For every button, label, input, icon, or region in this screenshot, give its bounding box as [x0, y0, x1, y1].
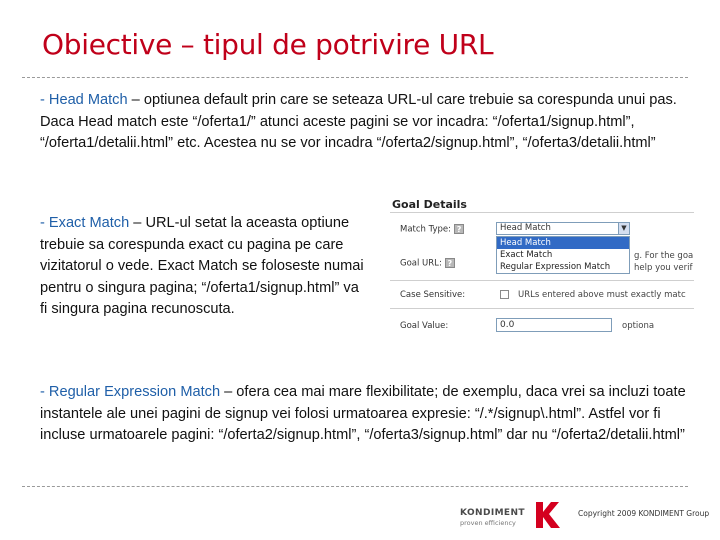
match-type-label: Match Type [400, 224, 449, 235]
goal-url-label-row: Goal URL: ? [400, 258, 455, 269]
goal-details-screenshot [390, 194, 696, 342]
goal-value-hint: optiona [622, 321, 655, 331]
help-icon[interactable]: ? [454, 224, 464, 234]
exact-match-paragraph [40, 213, 370, 321]
top-divider [22, 77, 688, 78]
head-match-term: - Head Match [40, 92, 128, 108]
row-divider [390, 280, 694, 281]
copyright-text: Copyright 2009 KONDIMENT Group [578, 509, 710, 518]
logo-name: KONDIMENT [460, 508, 525, 518]
goal-url-hint-2: help you verif [634, 263, 693, 273]
goal-value-input[interactable]: 0.0 [496, 318, 612, 332]
k-logo-icon [536, 502, 560, 528]
goal-value-label: Goal Value [400, 321, 446, 331]
goal-details-title: Goal Details [392, 198, 467, 211]
match-type-options [496, 236, 630, 274]
option-regex-match[interactable]: Regular Expression Match [500, 262, 611, 272]
kondiment-logo [460, 500, 560, 530]
goal-url-label: Goal URL [400, 258, 439, 269]
case-sensitive-label-row: Case Sensitive: [400, 290, 466, 300]
match-type-label-row: Match Type: ? [400, 224, 464, 235]
regex-match-text: – ofera cea mai mare flexibilitate; de exemplu, daca vrei sa incluzi toate instantele ale unei pagini de signup vei folosi urmatoarea expresie: “/.*/signup\.html”. Astfel vor fi incluse urmatoarele pagini: “/oferta2/signup.html”, “/oferta3/signup.html” dar nu “/oferta2/detalii.html” [40, 384, 686, 443]
head-match-paragraph [40, 90, 680, 155]
help-icon[interactable]: ? [445, 258, 455, 268]
goal-value-label-row: Goal Value: [400, 321, 449, 331]
chevron-down-icon[interactable]: ▼ [618, 223, 629, 234]
match-type-select[interactable] [496, 222, 630, 235]
case-sensitive-text: URLs entered above must exactly matc [518, 290, 686, 300]
bottom-divider [22, 486, 688, 487]
match-type-selected: Head Match [500, 223, 551, 233]
row-divider [390, 308, 694, 309]
goal-url-hint-1: g. For the goa [634, 251, 694, 261]
exact-match-term: - Exact Match [40, 215, 130, 231]
exact-match-text: – URL-ul setat la aceasta optiune trebuie sa corespunda exact cu pagina pe care vizitatorul o vede. Exact Match se foloseste numai pentru o singura pagina; “/oferta1/signup.html” va fi singura pagina recunoscuta. [40, 215, 364, 317]
case-sensitive-checkbox[interactable] [500, 290, 509, 299]
case-sensitive-label: Case Sensitive [400, 290, 463, 300]
goal-details-divider [390, 212, 694, 213]
regex-match-term: - Regular Expression Match [40, 384, 221, 400]
regex-match-paragraph [40, 382, 690, 447]
option-head-match[interactable]: Head Match [497, 237, 629, 249]
slide-title: Obiective – tipul de potrivire URL [42, 28, 494, 61]
head-match-text: – optiunea default prin care se seteaza URL-ul care trebuie sa corespunda unui pas. Daca Head match este “/oferta1/” atunci aceste pagini se vor incadra: “/oferta1/signup.html”, “/oferta1/detalii.html” etc. Acestea nu se vor incadra “/oferta2/signup.html”, “/oferta3/detalii.html” [40, 92, 677, 151]
option-exact-match[interactable]: Exact Match [500, 250, 553, 260]
logo-tagline: proven efficiency [460, 519, 516, 527]
